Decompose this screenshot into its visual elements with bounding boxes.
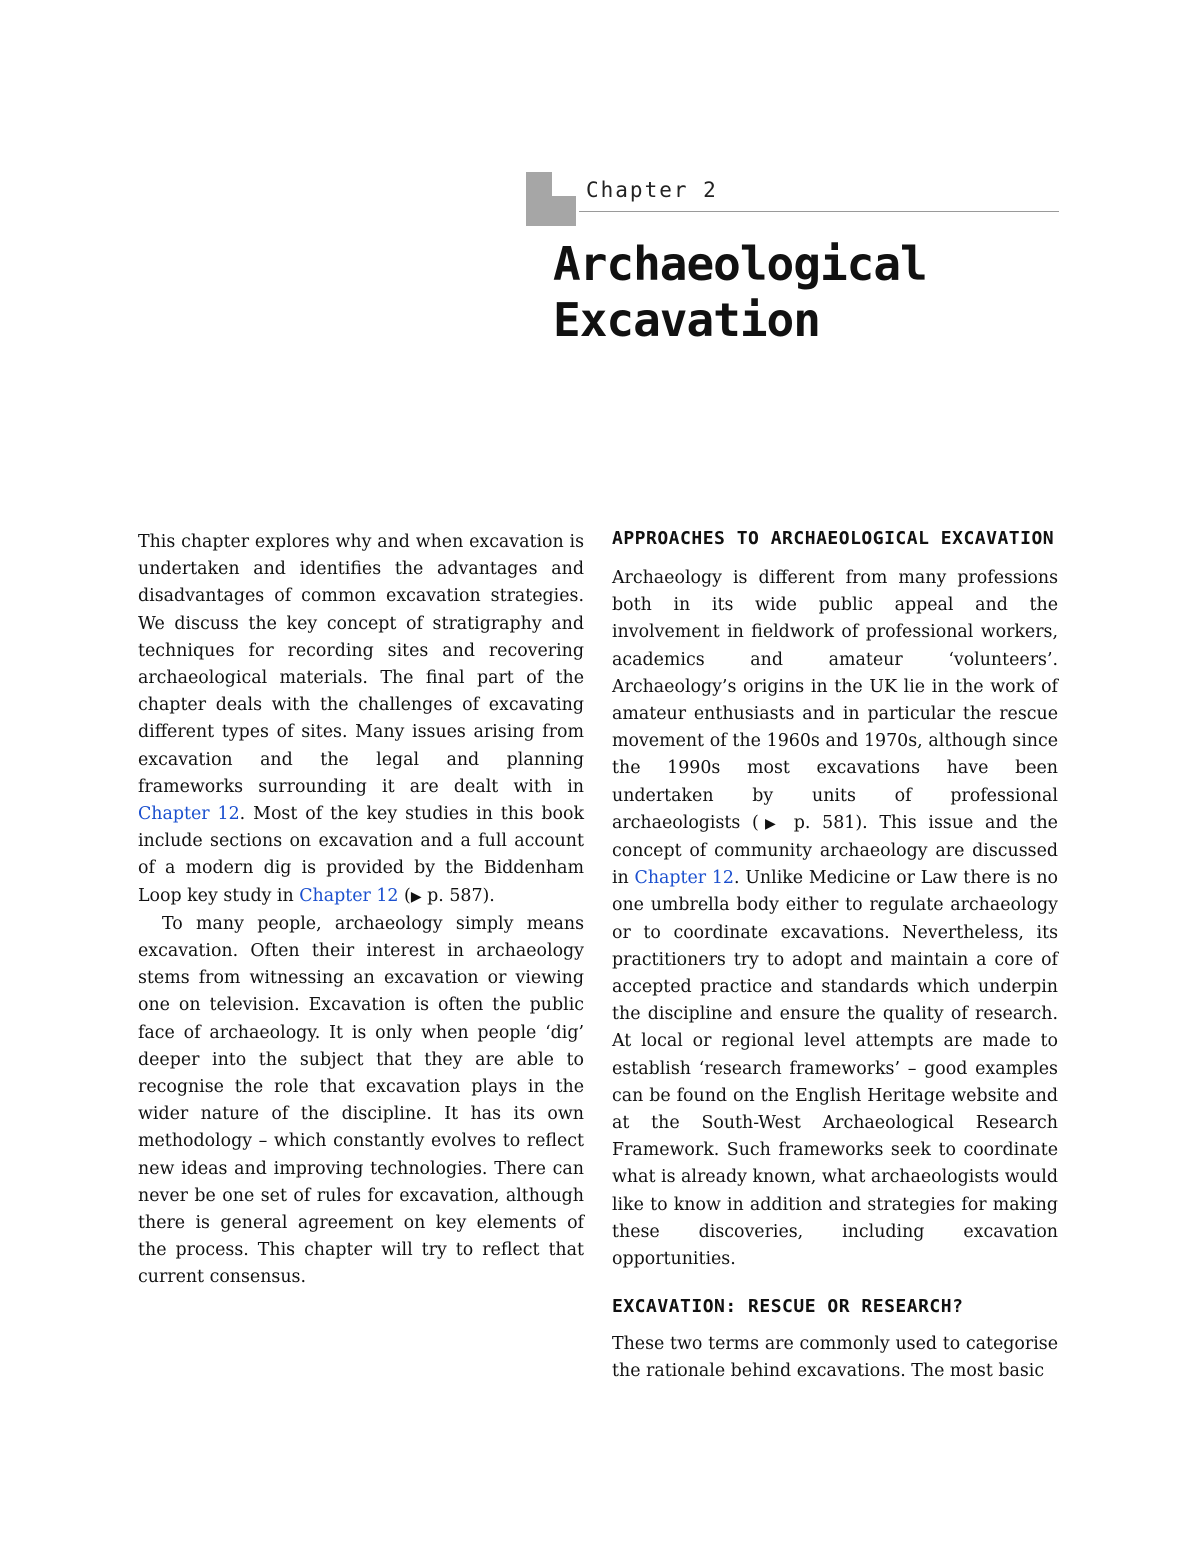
- rescue-research-paragraph: These two terms are commonly used to categorise the rationale behind excavations. The most basic: [612, 1334, 1058, 1382]
- chapter-12-link[interactable]: Chapter 12: [299, 885, 399, 906]
- approaches-paragraph: [612, 565, 1058, 1273]
- section-heading-rescue-or-research: EXCAVATION: RESCUE OR RESEARCH?: [612, 1296, 964, 1318]
- chapter-title: [553, 236, 927, 348]
- approaches-text-2: p. 581). This issue and the concept of community archaeology are discussed in: [612, 812, 1058, 889]
- chapter-title-line-2: Excavation: [553, 293, 820, 347]
- intro-text-1: This chapter explores why and when excavation is undertaken and identifies the advantages and disadvantages of common excavation strategies. We discuss the key concept of stratigraphy and techniques for recording sites and recovering archaeological materials. The final part of the chapter deals with the challenges of excavating different types of sites. Many issues arising from excavation and the legal and planning frameworks surrounding it are dealt with in: [138, 532, 584, 797]
- intro-text-4: p. 587).: [421, 885, 495, 906]
- chapter-label: Chapter 2: [586, 178, 718, 202]
- chapter-marker-notch: [552, 172, 576, 196]
- section-heading-approaches: APPROACHES TO ARCHAEOLOGICAL EXCAVATION: [612, 528, 1055, 549]
- intro-text-3: (: [398, 885, 411, 906]
- left-column: [138, 529, 584, 1292]
- intro-text-2: . Most of the key studies in this book include sections on excavation and a full account of a modern dig is provided by the Biddenham Loop key study in: [138, 804, 584, 906]
- approaches-text-3: . Unlike Medicine or Law there is no one umbrella body either to regulate archaeology or to coordinate excavations. Nevertheless, its practitioners try to adopt and maintain a core of accepted practice and standards which underpin the discipline and ensure the quality of research. At local or regional level attempts are made to establish ‘research frameworks’ – good examples can be found on the English Heritage website and at the South-West Archaeological Research Framework. Such frameworks seek to coordinate what is already known, what archaeologists would like to know in addition and strategies for making these discoveries, including excavation opportunities.: [612, 868, 1058, 1270]
- page-reference-arrow-icon: ▶: [758, 815, 783, 832]
- page-reference-arrow-icon: ▶: [410, 888, 422, 905]
- approaches-text-1: Archaeology is different from many professions both in its wide public appeal and the involvement in fieldwork of professional workers, academics and amateur ‘volunteers’. Archaeology’s origins in the UK lie in the work of amateur enthusiasts and in particular the rescue movement of the 1960s and 1970s, although since the 1990s most excavations have been undertaken by units of professional archaeologists (: [612, 568, 1058, 833]
- body-paragraph: To many people, archaeology simply means excavation. Often their interest in archaeology stems from witnessing an excavation or viewing one on television. Excavation is often the public face of archaeology. It is only when people ‘dig’ deeper into the subject that they are able to recognise the role that excavation plays in the wider nature of the discipline. It has its own methodology – which constantly evolves to reflect new ideas and improving technologies. There can never be one set of rules for excavation, although there is general agreement on key elements of the process. This chapter will try to reflect that current consensus.: [138, 913, 584, 1288]
- intro-paragraph: [138, 529, 584, 911]
- chapter-title-line-1: Archaeological: [553, 237, 927, 291]
- chapter-rule: [579, 211, 1059, 212]
- chapter-12-link[interactable]: Chapter 12: [138, 804, 240, 825]
- right-column: [612, 529, 1058, 1386]
- chapter-12-link[interactable]: Chapter 12: [634, 868, 734, 889]
